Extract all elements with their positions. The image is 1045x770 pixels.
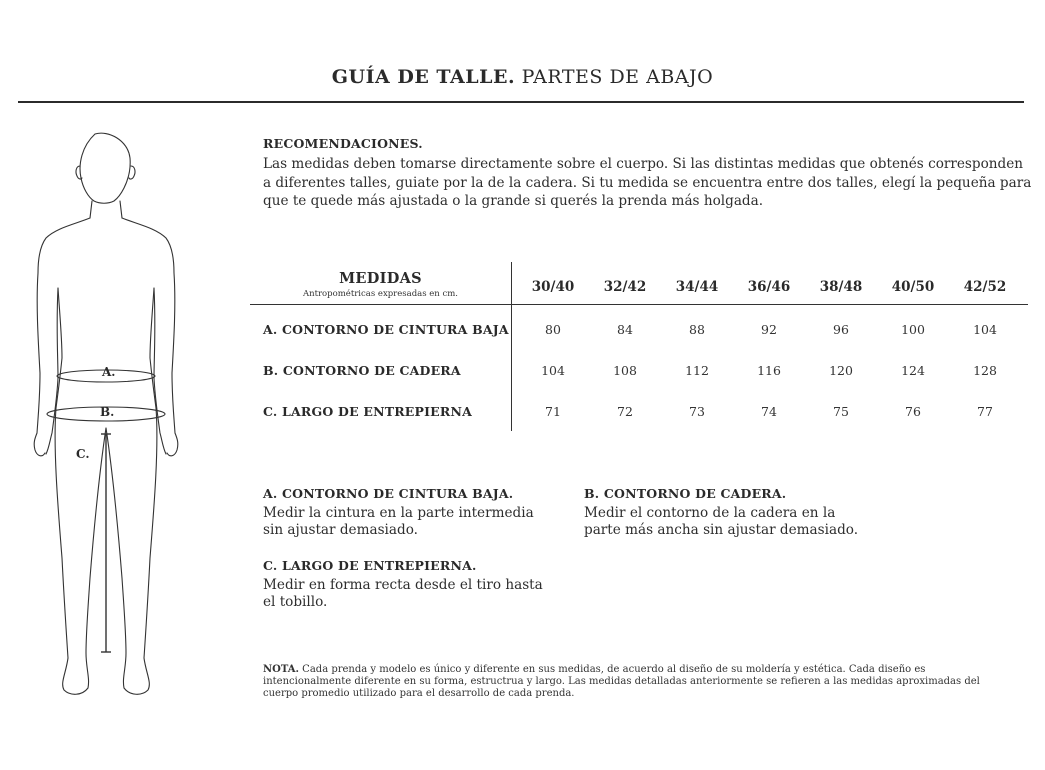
footnote: [263, 664, 1003, 700]
table-cell: 108: [613, 363, 637, 378]
table-cell: 75: [833, 404, 849, 419]
size-header: 40/50: [891, 279, 935, 295]
figure-label-a: A.: [102, 365, 116, 379]
table-cell: 88: [689, 322, 705, 337]
table-cell: 104: [541, 363, 565, 378]
table-cell: 76: [905, 404, 921, 419]
table-cell: 73: [689, 404, 705, 419]
size-header: 38/48: [819, 279, 863, 295]
description-inseam: [263, 558, 553, 611]
footnote-text: Cada prenda y modelo es único y diferente en sus medidas, de acuerdo al diseño de su moldería y estética. Cada diseño es intencionalmente diferente en su forma, estructrua y largo. Las medidas detalladas anteriormente se refieren a las medidas aproximadas del cuerpo promedio utilizado para el desarrollo de cada prenda.: [263, 664, 980, 699]
table-cell: 92: [761, 322, 777, 337]
table-cell: 84: [617, 322, 633, 337]
table-cell: 124: [901, 363, 925, 378]
size-table: [250, 262, 1028, 432]
table-heading: MEDIDAS: [339, 270, 422, 287]
row-label-waist: A. CONTORNO DE CINTURA BAJA: [263, 322, 509, 337]
figure-label-c: C.: [76, 447, 90, 461]
table-cell: 71: [545, 404, 561, 419]
size-header: 32/42: [603, 279, 647, 295]
table-cell: 104: [973, 322, 997, 337]
table-cell: 77: [977, 404, 993, 419]
description-waist: [263, 486, 553, 539]
table-cell: 112: [685, 363, 709, 378]
description-waist-heading: A. CONTORNO DE CINTURA BAJA.: [263, 486, 514, 501]
description-hip: [584, 486, 874, 539]
row-label-inseam: C. LARGO DE ENTREPIERNA: [263, 404, 473, 419]
table-cell: 116: [757, 363, 781, 378]
title-regular: PARTES DE ABAJO: [515, 66, 714, 88]
table-cell: 128: [973, 363, 997, 378]
recommendations-section: [263, 136, 1033, 211]
body-figure-illustration: [20, 128, 200, 708]
table-cell: 96: [833, 322, 849, 337]
recommendations-text: Las medidas deben tomarse directamente sobre el cuerpo. Si las distintas medidas que obtenés corresponden a diferentes talles, guiate por la de la cadera. Si tu medida se encuentra entre dos talles, elegí la pequeña para que te quede más ajustada o la grande si querés la prenda más holgada.: [263, 156, 1032, 209]
description-hip-heading: B. CONTORNO DE CADERA.: [584, 486, 787, 501]
recommendations-heading: RECOMENDACIONES.: [263, 136, 423, 151]
size-header: 36/46: [747, 279, 791, 295]
size-header: 42/52: [963, 279, 1007, 295]
description-hip-text: Medir el contorno de la cadera en la parte más ancha sin ajustar demasiado.: [584, 505, 859, 538]
table-cell: 80: [545, 322, 561, 337]
table-subheading: Antropométricas expresadas en cm.: [302, 289, 459, 299]
size-header: 30/40: [531, 279, 575, 295]
figure-label-b: B.: [100, 405, 115, 419]
table-vertical-divider: [511, 262, 512, 431]
table-cell: 74: [761, 404, 777, 419]
title-bold: GUÍA DE TALLE.: [331, 66, 516, 88]
description-inseam-text: Medir en forma recta desde el tiro hasta el tobillo.: [263, 577, 543, 610]
row-label-hip: B. CONTORNO DE CADERA: [263, 363, 461, 378]
page-title: [0, 66, 1045, 88]
table-cell: 120: [829, 363, 853, 378]
table-header-divider: [250, 304, 1028, 305]
title-divider: [18, 101, 1024, 103]
table-cell: 100: [901, 322, 925, 337]
footnote-label: NOTA.: [263, 664, 299, 675]
table-cell: 72: [617, 404, 633, 419]
description-inseam-heading: C. LARGO DE ENTREPIERNA.: [263, 558, 477, 573]
description-waist-text: Medir la cintura en la parte intermedia sin ajustar demasiado.: [263, 505, 534, 538]
size-header: 34/44: [675, 279, 719, 295]
